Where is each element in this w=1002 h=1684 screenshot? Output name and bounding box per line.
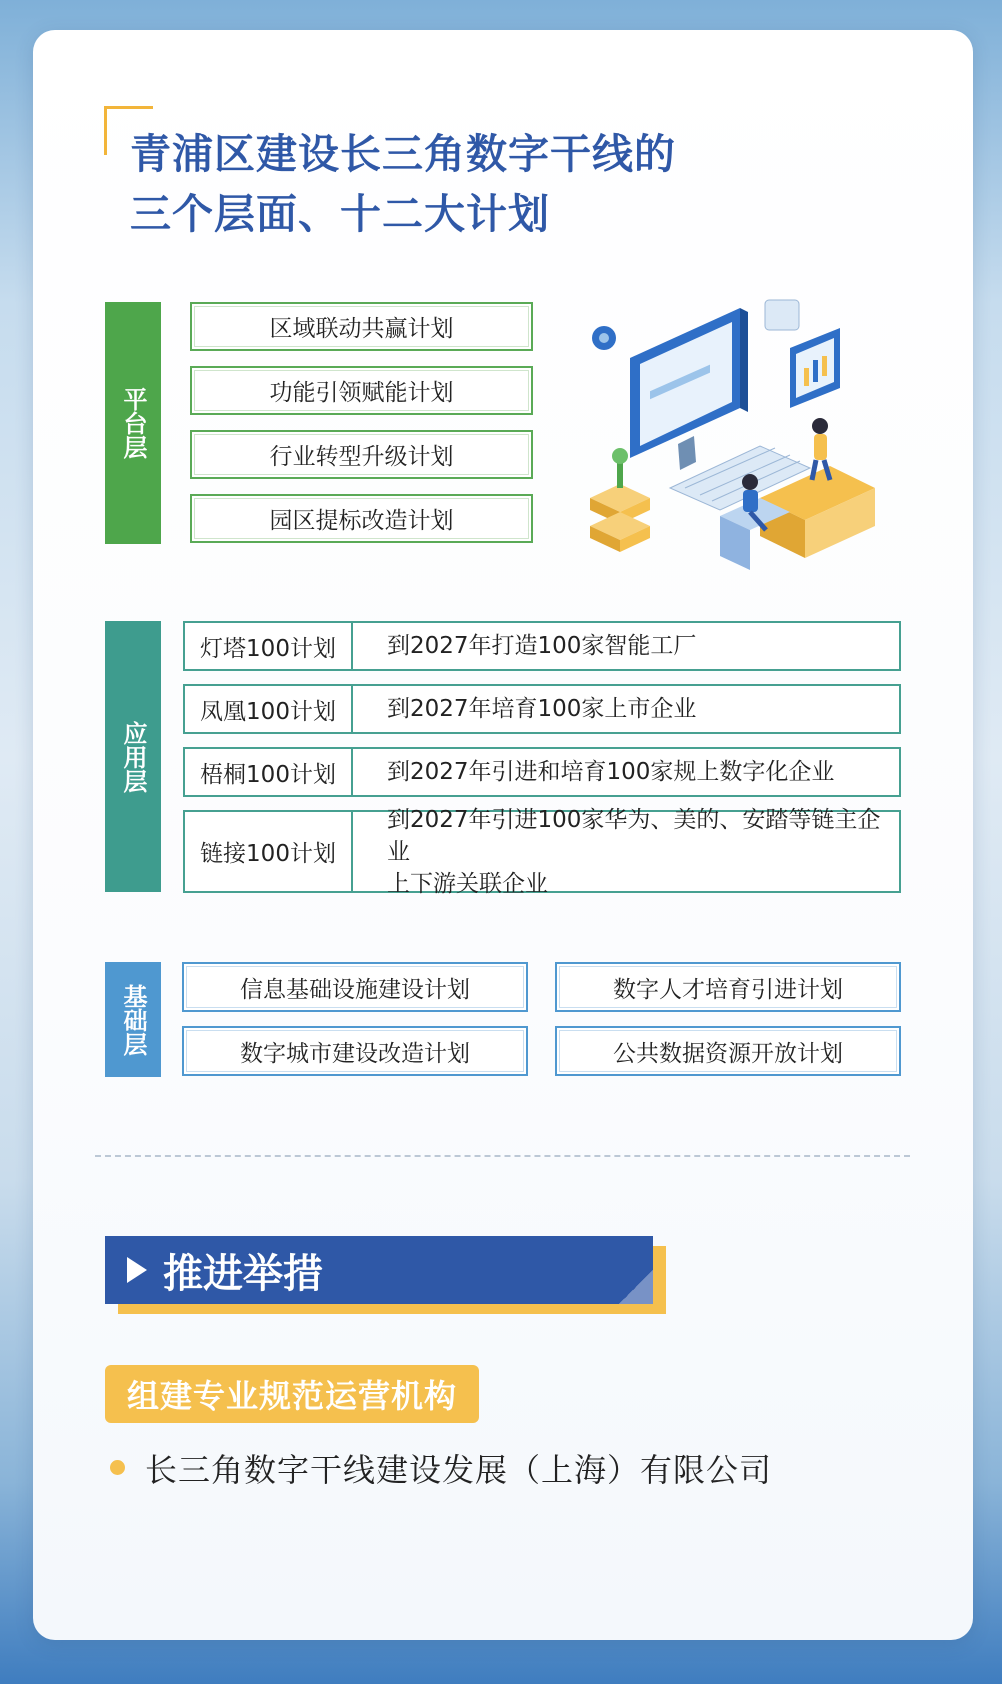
application-row-4-desc-line-1: 到2027年引进100家华为、美的、安踏等链主企业 [387, 806, 881, 865]
platform-item-3: 行业转型升级计划 [190, 430, 533, 479]
play-triangle-icon [127, 1257, 147, 1283]
bullet-dot-icon [110, 1460, 125, 1475]
platform-item-1: 区域联动共赢计划 [190, 302, 533, 351]
corner-fold-decoration [619, 1270, 653, 1304]
title-line-2: 三个层面、十二大计划 [130, 190, 550, 238]
application-row-4-desc-line-2: 上下游关联企业 [387, 870, 548, 897]
foundation-item-1: 信息基础设施建设计划 [182, 962, 528, 1012]
bullet-text: 长三角数字干线建设发展（上海）有限公司 [145, 1451, 773, 1489]
application-row-4-desc [353, 806, 899, 897]
application-row-1-desc: 到2027年打造100家智能工厂 [387, 633, 697, 659]
application-row-4 [183, 806, 901, 897]
application-row-3 [183, 747, 901, 797]
application-row-2 [183, 684, 901, 734]
platform-layer-label [105, 302, 161, 544]
section-heading-text: 推进举措 [163, 1250, 323, 1297]
section-divider [95, 1155, 910, 1157]
application-row-2-name: 凤凰100计划 [185, 686, 353, 732]
application-row-3-desc: 到2027年引进和培育100家规上数字化企业 [387, 759, 835, 785]
foundation-layer-label [105, 962, 161, 1077]
foundation-item-2: 数字人才培育引进计划 [555, 962, 901, 1012]
application-row-1-name: 灯塔100计划 [185, 623, 353, 669]
foundation-item-4: 公共数据资源开放计划 [555, 1026, 901, 1076]
page-title [130, 124, 676, 244]
application-row-2-desc: 到2027年培育100家上市企业 [387, 696, 697, 722]
application-layer-label-text: 应用层 [119, 720, 147, 793]
foundation-layer-label-text: 基础层 [119, 983, 147, 1056]
subheading-pill: 组建专业规范运营机构 [105, 1365, 479, 1423]
platform-item-4: 园区提标改造计划 [190, 494, 533, 543]
platform-item-2: 功能引领赋能计划 [190, 366, 533, 415]
application-row-4-name: 链接100计划 [185, 812, 353, 891]
application-row-3-name: 梧桐100计划 [185, 749, 353, 795]
computer-illustration-icon [590, 298, 880, 578]
platform-layer-label-text: 平台层 [119, 387, 147, 459]
title-line-1: 青浦区建设长三角数字干线的 [130, 130, 676, 178]
foundation-item-3: 数字城市建设改造计划 [182, 1026, 528, 1076]
application-layer-label [105, 621, 161, 892]
application-row-1 [183, 621, 901, 671]
section-heading [105, 1236, 653, 1304]
